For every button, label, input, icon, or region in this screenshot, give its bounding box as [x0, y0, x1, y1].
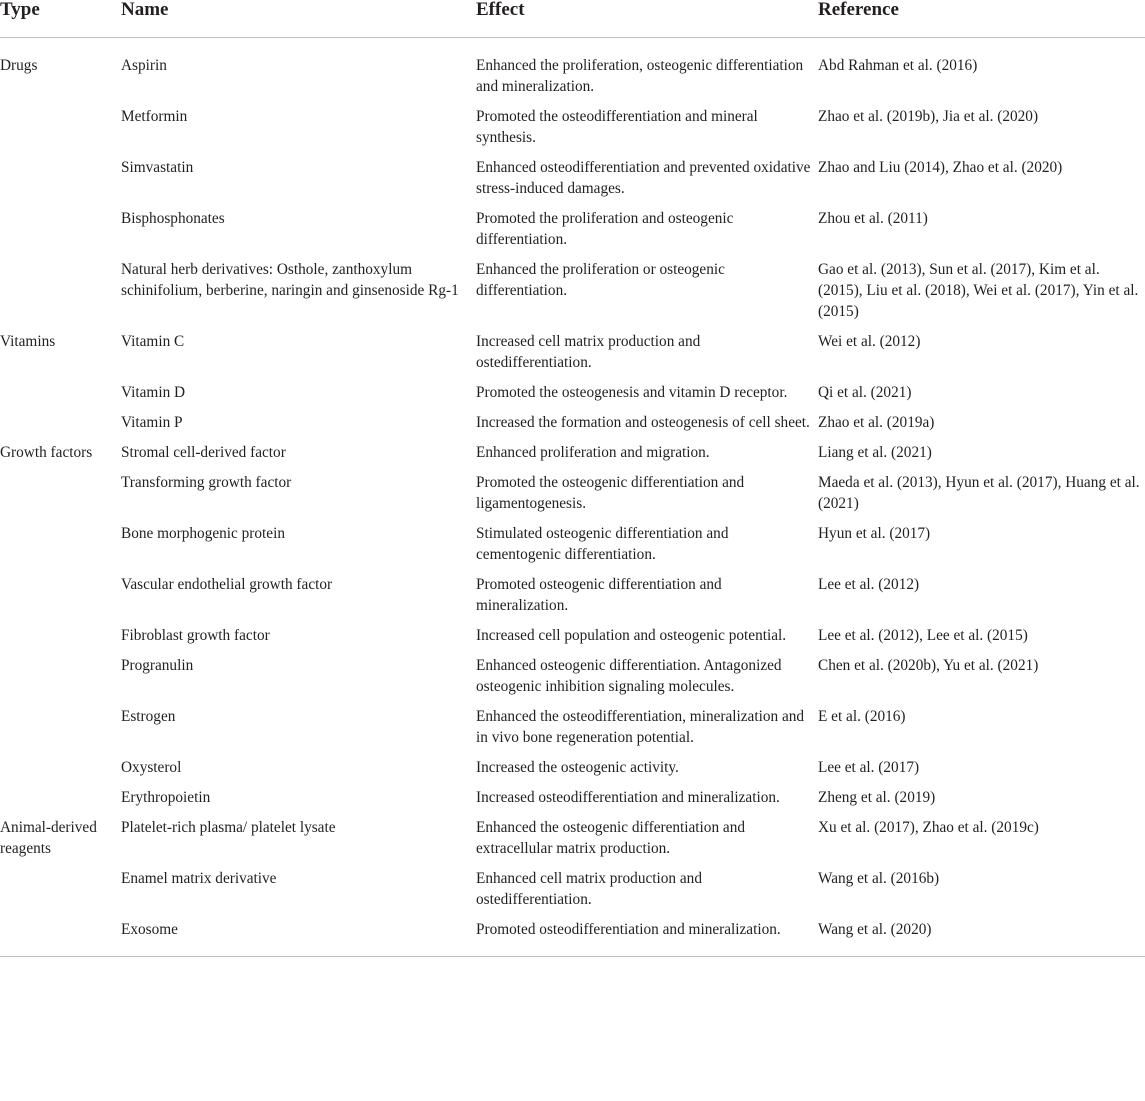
cell-name: Erythropoietin: [121, 788, 211, 806]
cell-effect: Enhanced osteodifferentiation and prevented oxidative stress-induced damages.: [476, 158, 811, 197]
table-body: [0, 55, 1145, 957]
cell-name: Vitamin D: [121, 383, 186, 401]
cell-name: Simvastatin: [121, 158, 194, 176]
cell-reference: Wang et al. (2020): [818, 920, 932, 938]
cell-effect: Promoted the osteogenic differentiation and ligamentogenesis.: [476, 473, 745, 512]
cell-name: Exosome: [121, 920, 178, 938]
cell-effect: Increased the formation and osteogenesis of cell sheet.: [476, 413, 810, 431]
cell-name: Vitamin C: [121, 332, 185, 350]
cell-name: Platelet-rich plasma/ platelet lysate: [121, 818, 336, 836]
table-row: [0, 442, 1145, 472]
cell-effect: Increased cell population and osteogenic potential.: [476, 626, 787, 644]
cell-reference: Xu et al. (2017), Zhao et al. (2019c): [818, 818, 1039, 836]
table-row: [0, 412, 1145, 442]
header-name: Name: [121, 0, 476, 37]
cell-name: Natural herb derivatives: Osthole, zanthoxylum schinifolium, berberine, naringin and ginsenoside Rg-1: [121, 260, 459, 299]
cell-type: [0, 412, 121, 442]
cell-reference: Maeda et al. (2013), Hyun et al. (2017), Huang et al. (2021): [818, 473, 1140, 512]
cell-reference: Lee et al. (2012), Lee et al. (2015): [818, 626, 1028, 644]
cell-reference: Gao et al. (2013), Sun et al. (2017), Kim et al. (2015), Liu et al. (2018), Wei et al. (2017), Yin et al. (2015): [818, 260, 1139, 320]
table-row: [0, 625, 1145, 655]
cell-effect: Enhanced cell matrix production and ostedifferentiation.: [476, 869, 702, 908]
table-row: [0, 919, 1145, 957]
cell-reference: Hyun et al. (2017): [818, 524, 931, 542]
table-header: [0, 0, 1145, 55]
header-effect: Effect: [476, 0, 818, 37]
table-row: [0, 208, 1145, 259]
cell-name: Vascular endothelial growth factor: [121, 575, 333, 593]
table-row: [0, 382, 1145, 412]
cell-reference: Liang et al. (2021): [818, 443, 932, 461]
cell-reference: Abd Rahman et al. (2016): [818, 56, 978, 74]
cell-reference: Zheng et al. (2019): [818, 788, 936, 806]
cell-effect: Enhanced the proliferation or osteogenic differentiation.: [476, 260, 725, 299]
table-row: [0, 331, 1145, 382]
cell-type: [0, 157, 121, 208]
cell-effect: Promoted the proliferation and osteogenic differentiation.: [476, 209, 734, 248]
table-row: [0, 106, 1145, 157]
cell-type: [0, 706, 121, 757]
table-row: [0, 523, 1145, 574]
cell-type: [0, 625, 121, 655]
cell-effect: Increased the osteogenic activity.: [476, 758, 679, 776]
cell-reference: Chen et al. (2020b), Yu et al. (2021): [818, 656, 1039, 674]
cell-type: [0, 259, 121, 331]
table-row: [0, 817, 1145, 868]
table-row: [0, 655, 1145, 706]
cell-effect: Promoted osteodifferentiation and mineralization.: [476, 920, 781, 938]
cell-name: Progranulin: [121, 656, 194, 674]
cell-name: Bone morphogenic protein: [121, 524, 285, 542]
cell-effect: Enhanced the proliferation, osteogenic differentiation and mineralization.: [476, 56, 804, 95]
header-reference: Reference: [818, 0, 1145, 37]
cell-type: [0, 208, 121, 259]
cell-reference: Zhao et al. (2019a): [818, 413, 935, 431]
cell-type: Animal-derived reagents: [0, 818, 97, 857]
cell-effect: Enhanced osteogenic differentiation. Antagonized osteogenic inhibition signaling molecules.: [476, 656, 782, 695]
cell-name: Fibroblast growth factor: [121, 626, 270, 644]
cell-type: [0, 919, 121, 957]
cell-reference: Lee et al. (2012): [818, 575, 920, 593]
cell-name: Transforming growth factor: [121, 473, 292, 491]
cell-type: Vitamins: [0, 332, 56, 350]
table-row: [0, 574, 1145, 625]
cell-type: [0, 574, 121, 625]
table-row: [0, 757, 1145, 787]
cell-reference: Zhou et al. (2011): [818, 209, 928, 227]
cell-reference: Lee et al. (2017): [818, 758, 920, 776]
cell-type: [0, 106, 121, 157]
cell-name: Enamel matrix derivative: [121, 869, 277, 887]
cell-name: Metformin: [121, 107, 188, 125]
cell-effect: Enhanced proliferation and migration.: [476, 443, 710, 461]
table-row: [0, 868, 1145, 919]
cell-effect: Promoted the osteodifferentiation and mineral synthesis.: [476, 107, 758, 146]
cell-reference: Zhao et al. (2019b), Jia et al. (2020): [818, 107, 1039, 125]
cell-reference: E et al. (2016): [818, 707, 906, 725]
bottom-rule: [0, 956, 1145, 957]
table-row: [0, 472, 1145, 523]
cell-type: [0, 472, 121, 523]
cell-effect: Stimulated osteogenic differentiation and cementogenic differentiation.: [476, 524, 729, 563]
cell-type: [0, 868, 121, 919]
table-row: [0, 55, 1145, 106]
table-row: [0, 259, 1145, 331]
cell-reference: Wang et al. (2016b): [818, 869, 940, 887]
cell-type: Growth factors: [0, 443, 93, 461]
cell-name: Oxysterol: [121, 758, 182, 776]
cell-type: [0, 655, 121, 706]
cell-reference: Qi et al. (2021): [818, 383, 912, 401]
cell-name: Stromal cell-derived factor: [121, 443, 286, 461]
cell-effect: Promoted the osteogenesis and vitamin D receptor.: [476, 383, 788, 401]
cell-reference: Wei et al. (2012): [818, 332, 921, 350]
table-row: [0, 787, 1145, 817]
cell-effect: Increased cell matrix production and ostedifferentiation.: [476, 332, 701, 371]
cell-type: [0, 382, 121, 412]
cell-name: Bisphosphonates: [121, 209, 225, 227]
cell-name: Vitamin P: [121, 413, 183, 431]
cell-effect: Enhanced the osteodifferentiation, mineralization and in vivo bone regeneration potential.: [476, 707, 805, 746]
cell-name: Estrogen: [121, 707, 176, 725]
cell-type: [0, 787, 121, 817]
cell-type: Drugs: [0, 56, 38, 74]
cell-effect: Promoted osteogenic differentiation and mineralization.: [476, 575, 722, 614]
header-type: Type: [0, 0, 121, 37]
cell-effect: Enhanced the osteogenic differentiation and extracellular matrix production.: [476, 818, 746, 857]
cell-type: [0, 757, 121, 787]
cell-reference: Zhao and Liu (2014), Zhao et al. (2020): [818, 158, 1063, 176]
cell-name: Aspirin: [121, 56, 167, 74]
cell-effect: Increased osteodifferentiation and mineralization.: [476, 788, 780, 806]
table-row: [0, 706, 1145, 757]
table-row: [0, 157, 1145, 208]
cell-type: [0, 523, 121, 574]
